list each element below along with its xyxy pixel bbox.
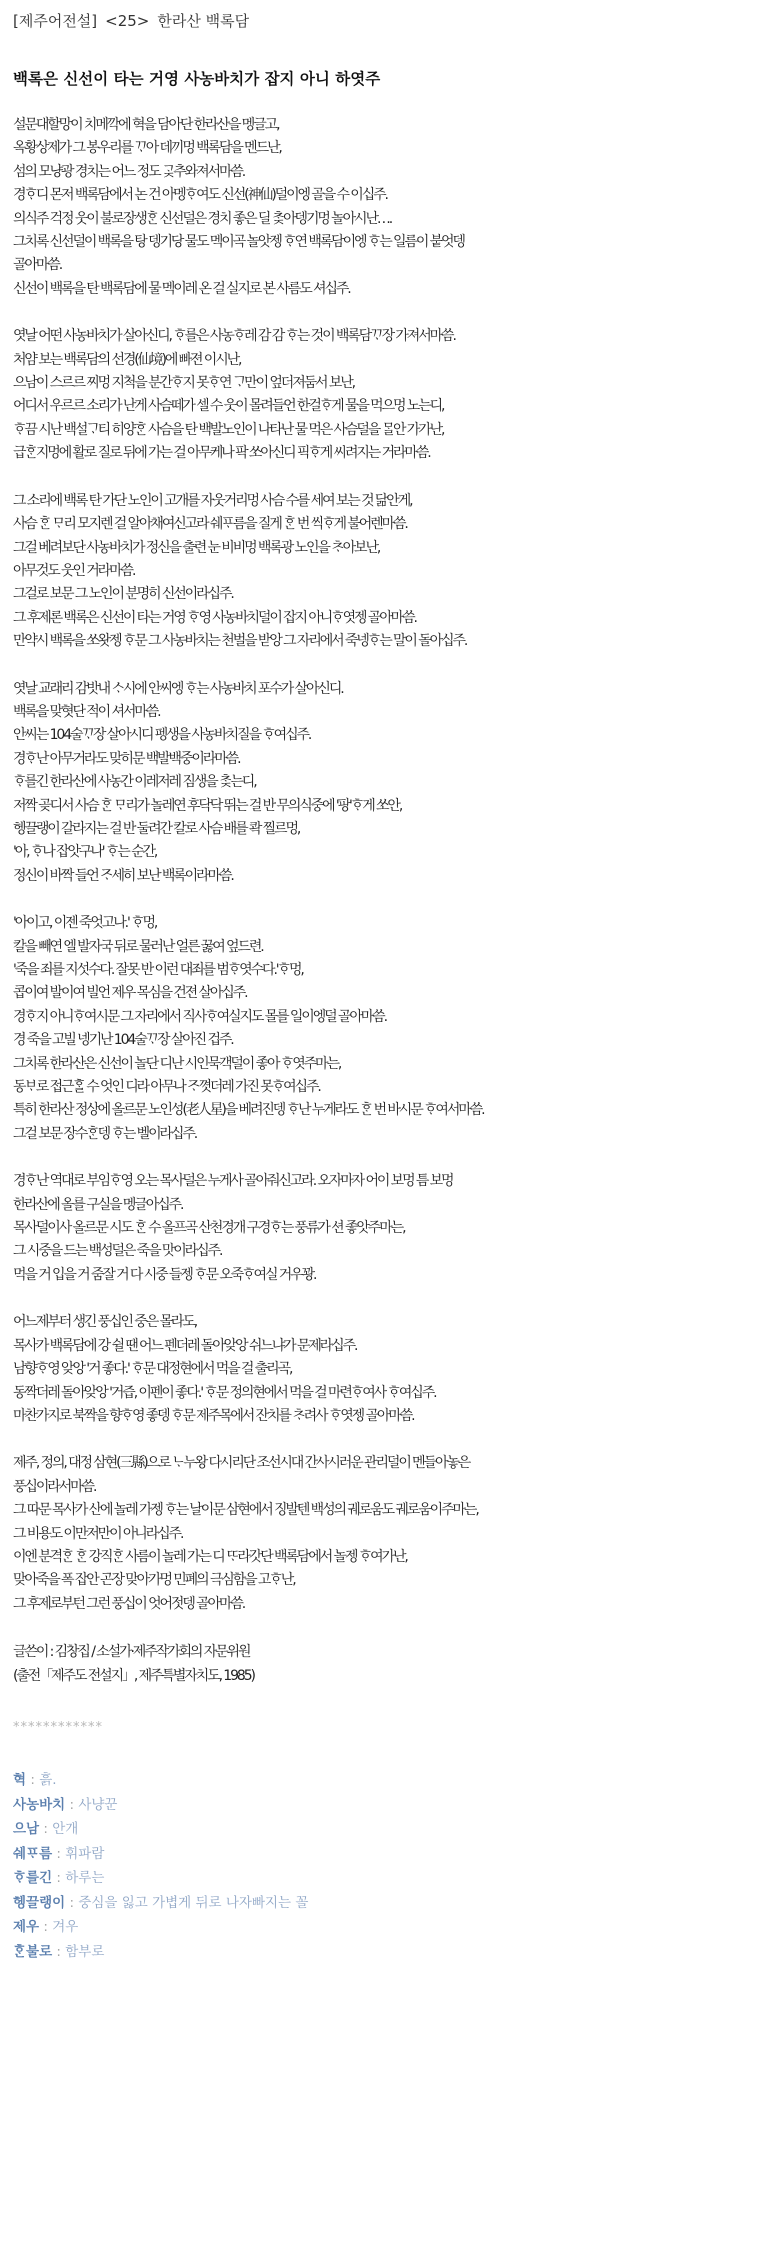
text-line: 섬의 모냥광 경치는 어느 정도 ᄀᆞᆽ추와져서마씀. bbox=[13, 163, 245, 180]
text-line: 경ᄒᆞ난 아무거라도 맞히문 백발백중이라마씀. bbox=[13, 750, 240, 767]
text-line: 목사가 백록담에 강 쉴 땐 어느 펜더레 돌아앚앙 쉬느냐가 문제라십주. bbox=[13, 1337, 357, 1354]
glossary-item bbox=[13, 1940, 753, 1965]
text-line: '죽을 죄를 지섯수다. 잘못 반 이런 대죄를 범ᄒᆞ엿수다.'ᄒᆞ멍, bbox=[13, 962, 303, 978]
text-line: 어느제부터 생긴 풍십인 중은 몰라도, bbox=[13, 1314, 197, 1331]
text-line: 한라산에 올를 구실을 멩글아십주. bbox=[13, 1196, 183, 1213]
text-line: 제주, 정의, 대정 삼현(三縣)으로 ᄂᆞ누왕 다시리단 조선시대 간사시러운 관리덜이 멘들아놓은 bbox=[13, 1455, 470, 1472]
series-label: [제주어전설] bbox=[13, 12, 98, 30]
text-line: 백록을 맞혓단 적이 셔서마씀. bbox=[13, 703, 160, 720]
text-line: 그걸 베려보단 사농바치가 정신을 출련 눈 비비멍 백록광 노인을 ᄎᆞ아보난, bbox=[13, 539, 380, 556]
text-line: 맞아죽을 폭 잡안 곤장 맞아가멍 민폐의 극심함을 고ᄒᆞ난, bbox=[13, 1572, 295, 1589]
text-line: 그 후제로부턴 그런 풍십이 엇어젓뎅 골아마씀. bbox=[13, 1595, 245, 1612]
text-line: 처얌 보는 백록담의 선경(仙境)에 빠젼 이시난, bbox=[13, 351, 241, 368]
article-credits bbox=[13, 1640, 753, 1688]
text-line: 마찬가지로 북짝을 향ᄒᆞ영 좋뎅 ᄒᆞ문 제주목에서 잔치를 ᄎᆞ려사 ᄒᆞ엿젱 골아마씀. bbox=[13, 1407, 414, 1424]
text-line: 으남이 스르르 찌멍 지척을 분간ᄒᆞ지 못ᄒᆞ연 ᄀᆞ만이 엎더져둠서 보난, bbox=[13, 375, 355, 392]
paragraph bbox=[13, 1452, 753, 1616]
glossary-term: 으남 bbox=[13, 1821, 40, 1838]
glossary-item bbox=[13, 1768, 753, 1793]
text-line: 사슴 ᄒᆞᆫ ᄆᆞ리 모지렌 걸 알아채여신고라 쉐ᄑᆞ름을 질게 ᄒᆞᆫ 번 씩ᄒᆞ게 불어렌마씀. bbox=[13, 516, 407, 533]
glossary-term: 사농바치 bbox=[13, 1796, 66, 1813]
paragraph bbox=[13, 325, 753, 465]
text-line: 급ᄒᆞᆫ지멍에 활로 질로 뒤에 가는 걸 아무케나 팍 쏘아신디 픽ᄒᆞ게 씨려지는 거라마씀. bbox=[13, 445, 430, 462]
episode-number: <25> bbox=[105, 12, 150, 30]
glossary-term: ᄒᆞᆫ불로 bbox=[13, 1943, 53, 1960]
text-line: 저짝 곶디서 사슴 ᄒᆞᆫ ᄆᆞ리가 놀레연 후닥닥 뛰는 걸 반 무의식중에 '팡'ᄒᆞ게 쏘안, bbox=[13, 797, 402, 814]
text-line: 목사덜이사 올르문 시도 ᄒᆞᆫ 수 올프곡 산천경개 구경ᄒᆞ는 풍류가 션 좋앗주마는, bbox=[13, 1220, 405, 1237]
glossary-term: 제우 bbox=[13, 1919, 40, 1936]
author-line: 글쓴이 : 김창집 / 소설가·제주작가회의 자문위원 bbox=[13, 1644, 250, 1661]
text-line: 동ᄇᆞ로 접근ᄒᆞᆯ 수 엇인 디라 아무나 ᄌᆞ꼇더레 가진 못ᄒᆞ여십주. bbox=[13, 1079, 320, 1096]
text-line: 동짝더레 돌아앚앙 '거즙, 이펜이 좋다.' ᄒᆞ문 정의현에서 먹을 걸 마련ᄒᆞ여사 ᄒᆞ여십주. bbox=[13, 1384, 436, 1401]
text-line: 정신이 바짝 들언 ᄌᆞ세히 보난 백록이라마씀. bbox=[13, 867, 233, 884]
glossary-definition: 중심을 잃고 가볍게 뒤로 나자빠지는 꼴 bbox=[78, 1894, 309, 1911]
glossary-definition: 흙. bbox=[39, 1772, 57, 1789]
text-line: 경ᄒᆞ지 아니ᄒᆞ여시문 그 자리에서 직사ᄒᆞ여실지도 몰를 일이엥덜 골아마씀. bbox=[13, 1008, 386, 1025]
text-line: 먹을 거 입을 거 줌잘 거 다 시중 들젱 ᄒᆞ문 오죽ᄒᆞ여실 거우꽝. bbox=[13, 1266, 316, 1283]
glossary-separator: : bbox=[52, 1870, 66, 1887]
text-line: 설문대할망이 치메깍에 혁을 담아단 한라산을 멩글고, bbox=[13, 117, 279, 133]
separator: ************ bbox=[13, 1720, 103, 1736]
text-line: 풍십이라서마씀. bbox=[13, 1478, 96, 1495]
text-line: 옥황상제가 그 봉우리를 ᄁᆞ아 데끼멍 백록담을 멘드난, bbox=[13, 140, 281, 157]
glossary-term: 헹끌랭이 bbox=[13, 1894, 66, 1911]
glossary-item bbox=[13, 1891, 753, 1916]
text-line: 아무것도 웃인 거라마씀. bbox=[13, 562, 135, 579]
text-line: 그 따문 목사가 산에 놀레 가젱 ᄒᆞ는 날이문 삼현에서 징발텐 백성의 궤로움도 궤로움이주마는, bbox=[13, 1502, 478, 1519]
glossary-item bbox=[13, 1915, 753, 1940]
glossary-separator: : bbox=[39, 1821, 53, 1838]
paragraph bbox=[13, 1170, 753, 1287]
glossary-item bbox=[13, 1793, 753, 1818]
text-line: 이엔 분격ᄒᆞᆫ ᄒᆞᆫ 강직ᄒᆞᆫ 사름이 놀레 가는 디 ᄄᆞ라갓단 백록담에서 놀젱 ᄒᆞ여가난, bbox=[13, 1548, 407, 1565]
text-line: 어디서 우르르 소리가 난게 사슴떼가 셀 수 웃이 몰려들언 한걸ᄒᆞ게 물을 먹으멍 노는디, bbox=[13, 398, 444, 415]
glossary-separator: : bbox=[65, 1796, 79, 1813]
glossary-definition: 안개 bbox=[52, 1821, 79, 1838]
text-line: 의식주 걱정 웃이 불로장생ᄒᆞᆫ 신선덜은 경치 좋은 딜 ᄎᆞᆽ아뎅기멍 놀아시난…. bbox=[13, 210, 392, 227]
article-title: 백록은 신선이 타는 거영 사농바치가 잡지 아니 하엿주 bbox=[13, 70, 381, 88]
glossary-separator: : bbox=[52, 1943, 66, 1960]
glossary-term: 혁 bbox=[13, 1772, 27, 1789]
text-line: 그걸로 보문 그 노인이 분명히 신선이라십주. bbox=[13, 586, 233, 603]
paragraph bbox=[13, 1311, 753, 1428]
article bbox=[13, 10, 753, 1964]
text-line: ᄒᆞ를긴 한라산에 사농간 이레저레 짐생을 ᄎᆞᆽ는디, bbox=[13, 774, 256, 791]
text-line: 골아마씀. bbox=[13, 257, 62, 274]
paragraph bbox=[13, 912, 753, 1146]
article-header bbox=[13, 10, 753, 32]
text-line: 엿날 어떤 사농바치가 살아신디, ᄒᆞ를은 사농ᄒᆞ레 감 감 ᄒᆞ는 것이 백록담ᄁᆞ장 가져서마씀. bbox=[13, 328, 455, 345]
text-line: 그걸 보문 장수ᄒᆞᆫ뎅 ᄒᆞ는 벨이라십주. bbox=[13, 1125, 197, 1142]
glossary-item bbox=[13, 1842, 753, 1867]
glossary-separator: : bbox=[52, 1845, 66, 1862]
text-line: 안씨는 104술ᄁᆞ장 살아시디 펭생을 사농바치질을 ᄒᆞ여십주. bbox=[13, 727, 311, 744]
text-line: 경ᄒᆞ난 역대로 부임ᄒᆞ영 오는 목사덜은 누게사 골아줘신고라. 오자마자 어이 보멍 틈 보멍 bbox=[13, 1173, 453, 1190]
source-line: (출전「제주도 전설지」, 제주특별자치도, 1985) bbox=[13, 1668, 254, 1685]
article-subject: 한라산 백록담 bbox=[157, 12, 250, 30]
text-line: 경ᄒᆞ디 몬저 백록담에서 논 건 아멩ᄒᆞ여도 신선(神仙)덜이엥 골을 수 이십주. bbox=[13, 187, 387, 204]
glossary-definition: 사냥꾼 bbox=[78, 1796, 118, 1813]
text-line: 그 시중을 드는 백성덜은 죽을 맛이라십주. bbox=[13, 1243, 222, 1260]
glossary-definition: 휘파람 bbox=[65, 1845, 105, 1862]
text-line: 남향ᄒᆞ영 앚앙 '거 좋다.' ᄒᆞ문 대정현에서 먹을 걸 출리곡, bbox=[13, 1361, 292, 1378]
glossary bbox=[13, 1768, 753, 1964]
paragraph bbox=[13, 490, 753, 654]
glossary-term: ᄒᆞ를긴 bbox=[13, 1870, 53, 1887]
text-line: 그 소리에 백록 탄 가단 노인이 고개를 자웃거리멍 사슴 수를 세여 보는 것 닮안게, bbox=[13, 492, 412, 509]
glossary-separator: : bbox=[26, 1772, 40, 1789]
text-line: 칼을 빼연 엘 발자국 뒤로 물러난 얼른 꿇여 엎드련. bbox=[13, 938, 263, 955]
glossary-separator: : bbox=[39, 1919, 53, 1936]
text-line: 만약시 백록을 쏘왓젱 ᄒᆞ문 그 사농바치는 천벌을 받앙 그 자리에서 죽넹ᄒᆞ는 말이 돌아십주. bbox=[13, 633, 467, 650]
text-line: '아이고, 이젠 죽엇고나.' ᄒᆞ멍, bbox=[13, 915, 157, 932]
text-line: 그 후제론 백록은 신선이 타는 거영 ᄒᆞ영 사농바치덜이 잡지 아니ᄒᆞ엿젱 골아마씀. bbox=[13, 609, 416, 626]
text-line: 그치록 한라산은 신선이 놀단 디난 시인묵객덜이 좋아 ᄒᆞ엿주마는, bbox=[13, 1055, 341, 1072]
glossary-term: 쉐ᄑᆞ름 bbox=[13, 1845, 53, 1862]
article-body bbox=[13, 114, 753, 1616]
paragraph bbox=[13, 678, 753, 889]
glossary-definition: 하루는 bbox=[65, 1870, 105, 1887]
text-line: ᄒᆞ끔 시난 백설ᄀᆞ티 히양ᄒᆞᆫ 사슴을 탄 백발노인이 나타난 물 먹은 사슴덜을 ᄆᆞᆯ안 가가난, bbox=[13, 421, 444, 438]
text-line: 특히 한라산 정상에 올르문 노인성(老人星)을 베려진뎅 ᄒᆞ난 누게라도 ᄒᆞᆫ 번 바시문 ᄒᆞ여서마씀. bbox=[13, 1102, 484, 1119]
text-line: 경 죽을 고빌 넹기난 104술ᄁᆞ장 살아진 겁주. bbox=[13, 1032, 233, 1049]
text-line: '아, ᄒᆞ나 잡앗구나' ᄒᆞ는 순간, bbox=[13, 844, 157, 861]
text-line: 콥이여 발이여 빌언 제우 목심을 건젼 살아십주. bbox=[13, 985, 247, 1002]
glossary-definition: 겨우 bbox=[52, 1919, 79, 1936]
text-line: 엿날 교래리 감밧내 ᄉᆞ시에 안씨엥 ᄒᆞ는 사농바치 포수가 살아신디. bbox=[13, 680, 343, 697]
glossary-definition: 함부로 bbox=[65, 1943, 105, 1960]
text-line: 헹끌랭이 갈라지는 걸 반 둘려간 칼로 사슴 배를 콱 찔르멍, bbox=[13, 820, 300, 837]
glossary-separator: : bbox=[65, 1894, 79, 1911]
glossary-item bbox=[13, 1866, 753, 1891]
text-line: 신선이 백록을 탄 백록담에 물 멕이레 온 걸 실지로 본 사름도 셔십주. bbox=[13, 280, 350, 297]
glossary-item bbox=[13, 1817, 753, 1842]
text-line: 그 비용도 이만저만이 아니라십주. bbox=[13, 1525, 183, 1542]
paragraph bbox=[13, 114, 753, 301]
text-line: 그치록 신선덜이 백록을 탕 뎅기당 물도 멕이곡 놀앗젱 ᄒᆞ연 백록담이엥 ᄒᆞ는 일름이 붙엇뎅 bbox=[13, 234, 464, 251]
